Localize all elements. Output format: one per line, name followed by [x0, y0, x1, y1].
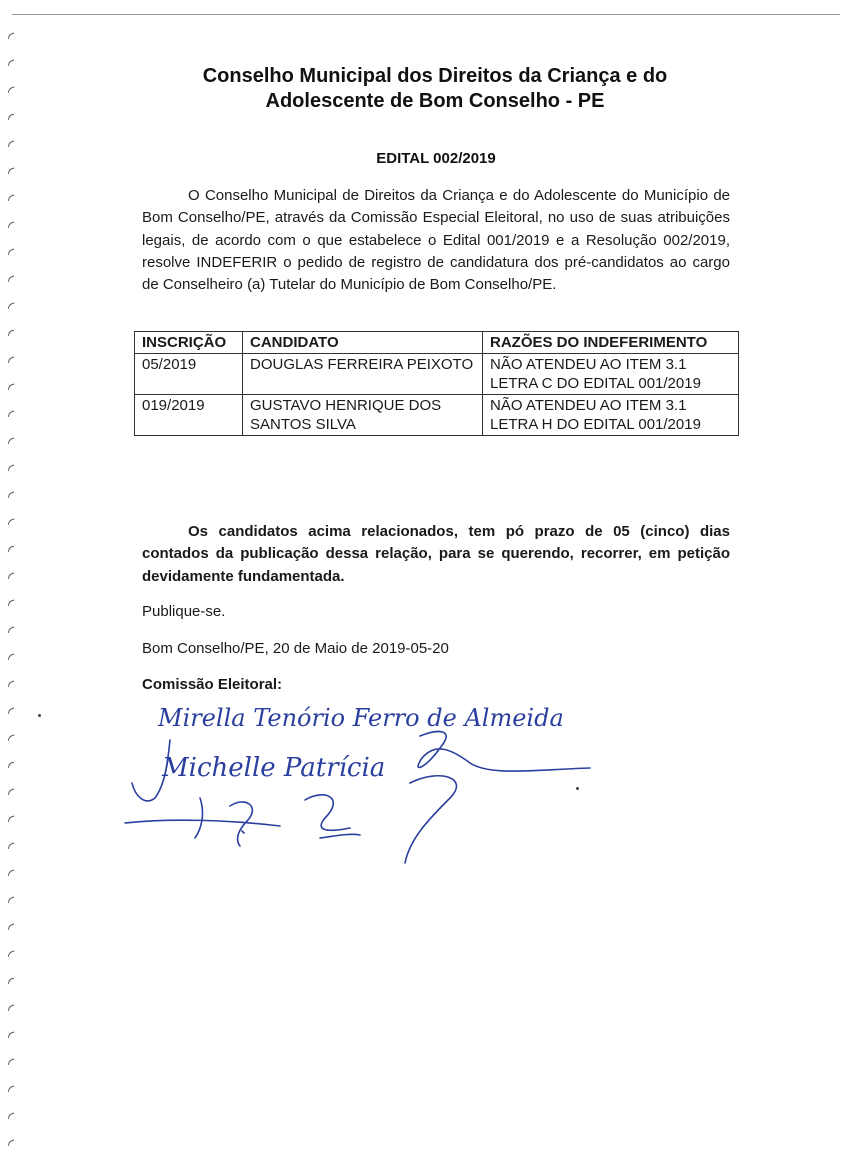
binder-hole-icon: ◜ [8, 919, 15, 938]
cell-inscricao: 019/2019 [135, 394, 243, 435]
binder-hole-icon: ◜ [8, 892, 15, 911]
signature-stroke [418, 732, 590, 772]
cell-candidato: GUSTAVO HENRIQUE DOS SANTOS SILVA [243, 394, 483, 435]
binder-hole-icon: ◜ [8, 433, 15, 452]
binder-hole-icon: ◜ [8, 244, 15, 263]
binder-hole-icon: ◜ [8, 271, 15, 290]
header-inscricao: INSCRIÇÃO [135, 332, 243, 354]
binder-hole-icon: ◜ [8, 1054, 15, 1073]
signature-2: Michelle Patrícia [162, 753, 386, 783]
date-line: Bom Conselho/PE, 20 de Maio de 2019-05-20 [142, 640, 449, 657]
binder-hole-icon: ◜ [8, 703, 15, 722]
binder-hole-icon: ◜ [8, 541, 15, 560]
binder-hole-icon: ◜ [8, 1000, 15, 1019]
top-rule [12, 14, 840, 15]
title-line-2: Adolescente de Bom Conselho - PE [265, 90, 605, 112]
binder-hole-icon: ◜ [8, 1081, 15, 1100]
binder-hole-icon: ◜ [8, 649, 15, 668]
binder-hole-icon: ◜ [8, 784, 15, 803]
binder-hole-icon: ◜ [8, 406, 15, 425]
title-line-1: Conselho Municipal dos Direitos da Criança e do [202, 65, 668, 87]
deadline-notice: Os candidatos acima relacionados, tem pó prazo de 05 (cinco) dias contados da publicação dessa relação, para se querendo, recorrer, em petição devidamente fundamentada. [142, 523, 730, 585]
binder-hole-icon: ◜ [8, 514, 15, 533]
signature-1: Mirella Tenório Ferro de Almeida [158, 704, 564, 732]
binder-hole-icon: ◜ [8, 190, 15, 209]
binder-hole-icon: ◜ [8, 1027, 15, 1046]
binder-hole-icon: ◜ [8, 298, 15, 317]
binder-hole-icon: ◜ [8, 379, 15, 398]
cell-razoes: NÃO ATENDEU AO ITEM 3.1 LETRA C DO EDITAL 001/2019 [483, 353, 739, 394]
table-header-row [135, 332, 739, 354]
table-row [135, 353, 739, 394]
binder-hole-icon: ◜ [8, 865, 15, 884]
binder-hole-icon: ◜ [8, 352, 15, 371]
binder-hole-icon: ◜ [8, 676, 15, 695]
binder-hole-icon: ◜ [8, 946, 15, 965]
speck [38, 714, 41, 717]
header-razoes: RAZÕES DO INDEFERIMENTO [483, 332, 739, 354]
binder-hole-icon: ◜ [8, 757, 15, 776]
binder-hole-icon: ◜ [8, 487, 15, 506]
binder-hole-icon: ◜ [8, 622, 15, 641]
edital-number: EDITAL 002/2019 [376, 150, 496, 167]
binder-hole-icon: ◜ [8, 973, 15, 992]
binder-hole-icon: ◜ [8, 730, 15, 749]
binder-hole-icon: ◜ [8, 163, 15, 182]
binder-holes [4, 30, 24, 1165]
table-row [135, 394, 739, 435]
intro-paragraph: O Conselho Municipal de Direitos da Criança e do Adolescente do Município de Bom Conselho/PE, através da Comissão Especial Eleitoral, no uso de suas atribuições legais, de acordo com o que estabelece o Edital 001/2019 e a Resolução 002/2019, resolve INDEFERIR o pedido de registro de candidatura dos pré-candidatos ao cargo de Conselheiro (a) Tutelar do Município de Bom Conselho/PE. [142, 187, 730, 294]
binder-hole-icon: ◜ [8, 109, 15, 128]
binder-hole-icon: ◜ [8, 568, 15, 587]
signature-stroke [125, 776, 456, 863]
publique-se: Publique-se. [142, 603, 226, 620]
binder-hole-icon: ◜ [8, 325, 15, 344]
handwritten-signatures [110, 688, 610, 878]
cell-inscricao: 05/2019 [135, 353, 243, 394]
binder-hole-icon: ◜ [8, 460, 15, 479]
candidates-table [134, 331, 739, 436]
binder-hole-icon: ◜ [8, 595, 15, 614]
cell-razoes: NÃO ATENDEU AO ITEM 3.1 LETRA H DO EDITAL 001/2019 [483, 394, 739, 435]
binder-hole-icon: ◜ [8, 838, 15, 857]
page-title [120, 64, 750, 114]
binder-hole-icon: ◜ [8, 55, 15, 74]
binder-hole-icon: ◜ [8, 811, 15, 830]
binder-hole-icon: ◜ [8, 217, 15, 236]
header-candidato: CANDIDATO [243, 332, 483, 354]
binder-hole-icon: ◜ [8, 136, 15, 155]
binder-hole-icon: ◜ [8, 28, 15, 47]
binder-hole-icon: ◜ [8, 1108, 15, 1127]
cell-candidato: DOUGLAS FERREIRA PEIXOTO [243, 353, 483, 394]
binder-hole-icon: ◜ [8, 1135, 15, 1154]
binder-hole-icon: ◜ [8, 82, 15, 101]
commission-label: Comissão Eleitoral: [142, 676, 283, 693]
